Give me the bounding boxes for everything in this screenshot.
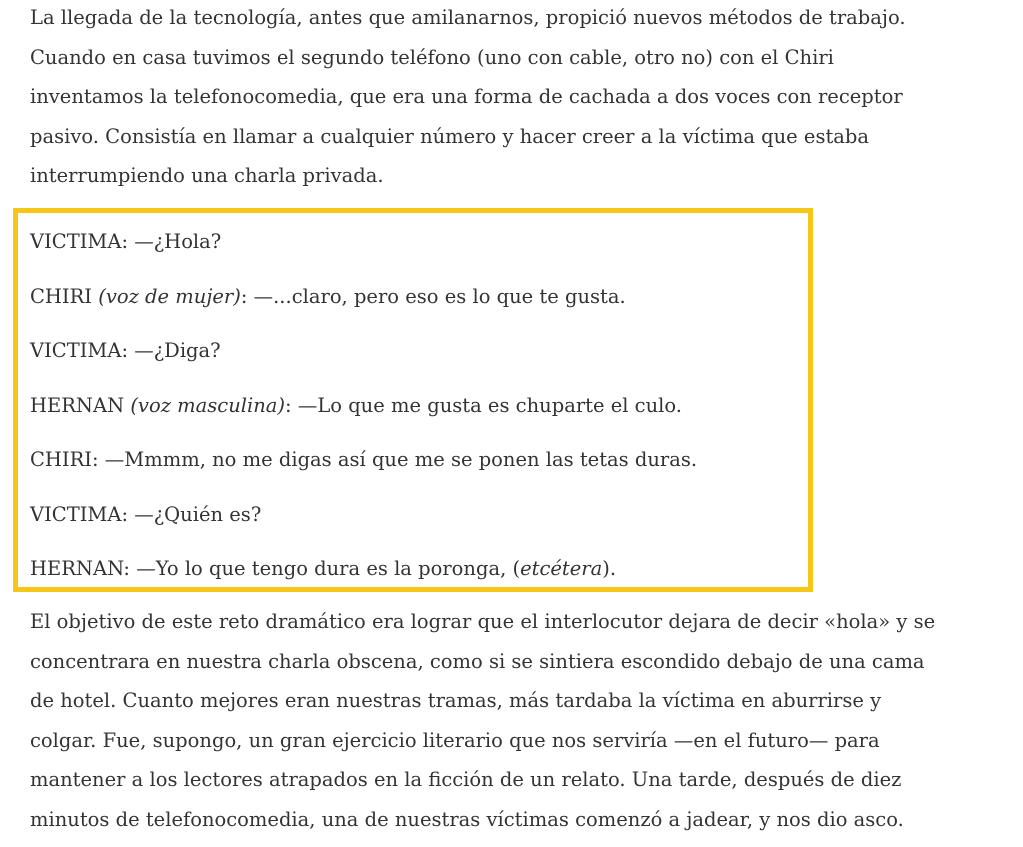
- text-line: El objetivo de este reto dramático era lograr que el interlocutor dejara de decir «hola» y se: [30, 610, 936, 633]
- dialogue-line: [30, 556, 616, 582]
- dialogue-line: [30, 284, 626, 310]
- stage-direction: (voz de mujer): [98, 285, 241, 308]
- dialogue-text: HERNAN: —Yo lo que tengo dura es la poronga, (: [30, 557, 521, 580]
- dialogue-line: [30, 447, 697, 473]
- dialogue-text: : —Lo que me gusta es chuparte el culo.: [285, 394, 682, 417]
- closing-paragraph: [30, 602, 1020, 840]
- italic-text: etcétera: [520, 557, 603, 580]
- dialogue-text: : —...claro, pero eso es lo que te gusta.: [240, 285, 626, 308]
- text-line: mantener a los lectores atrapados en la ficción de un relato. Una tarde, después de diez: [30, 768, 902, 792]
- dialogue-text: VICTIMA: —¿Hola?: [30, 230, 222, 253]
- text-line: pasivo. Consistía en llamar a cualquier número y hacer creer a la víctima que estaba: [30, 124, 870, 148]
- dialogue-text: VICTIMA: —¿Diga?: [30, 339, 221, 362]
- text-line: La llegada de la tecnología, antes que amilanarnos, propició nuevos métodos de trabajo.: [30, 6, 906, 29]
- dialogue-line: [30, 229, 221, 255]
- text-line: colgar. Fue, supongo, un gran ejercicio literario que nos serviría —en el futuro— para: [30, 728, 880, 752]
- text-line: concentrara en nuestra charla obscena, como si se sintiera escondido debajo de una cama: [30, 649, 925, 673]
- dialogue-text: ).: [602, 557, 617, 580]
- text-line: Cuando en casa tuvimos el segundo teléfono (uno con cable, otro no) con el Chiri: [30, 45, 834, 69]
- dialogue-line: [30, 502, 261, 528]
- text-line: de hotel. Cuanto mejores eran nuestras tramas, más tardaba la víctima en aburrirse y: [30, 689, 882, 713]
- dialogue-text: VICTIMA: —¿Quién es?: [30, 503, 262, 526]
- dialogue-speaker: CHIRI: [30, 285, 99, 308]
- dialogue-speaker: HERNAN: [30, 394, 131, 417]
- dialogue-line: [30, 338, 221, 364]
- intro-paragraph: [30, 0, 1020, 196]
- dialogue-line: [30, 393, 682, 419]
- text-line: interrumpiendo una charla privada.: [30, 164, 384, 188]
- text-line: minutos de telefonocomedia, una de nuestras víctimas comenzó a jadear, y nos dio asco.: [30, 807, 904, 831]
- dialogue-text: CHIRI: —Mmmm, no me digas así que me se ponen las tetas duras.: [30, 448, 698, 471]
- stage-direction: (voz masculina): [130, 394, 286, 417]
- text-line: inventamos la telefonocomedia, que era una forma de cachada a dos voces con receptor: [30, 85, 903, 109]
